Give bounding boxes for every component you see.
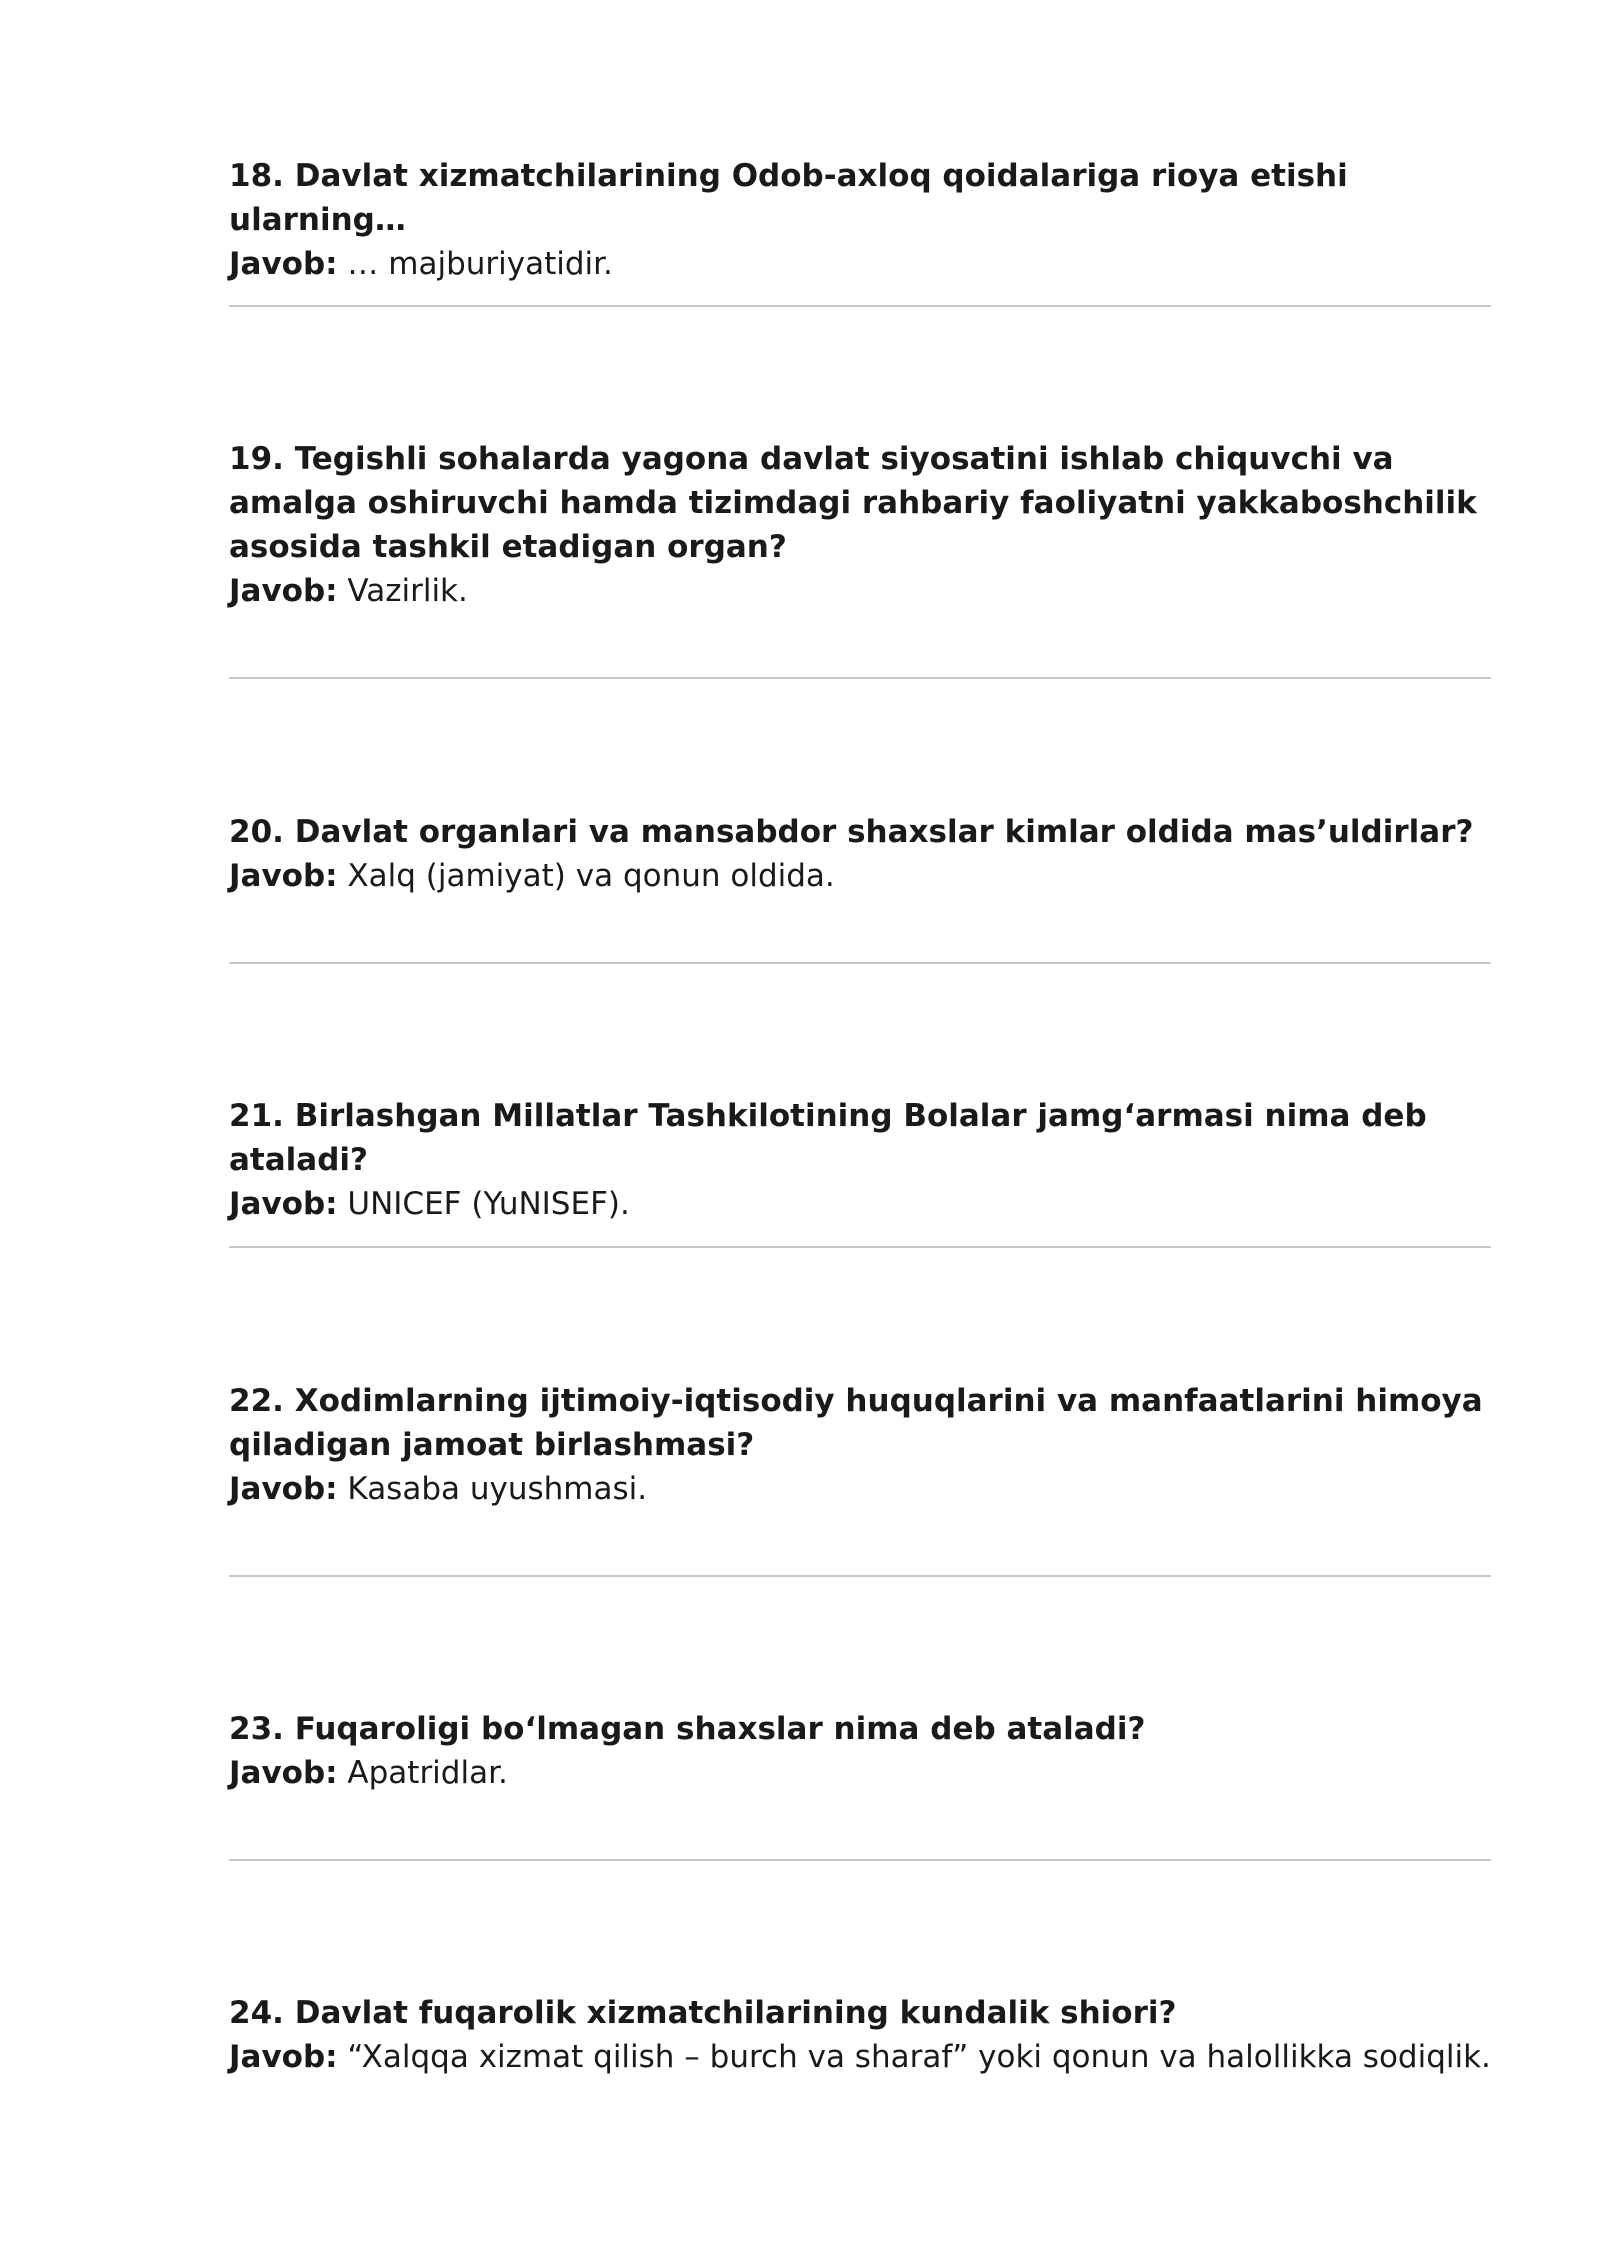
- divider: [229, 1246, 1491, 1248]
- answer-line: [229, 1751, 1491, 1795]
- question-text: 23. Fuqaroligi bo‘lmagan shaxslar nima deb ataladi?: [229, 1711, 1146, 1747]
- question-text: 22. Xodimlarning ijtimoiy-iqtisodiy huquqlarini va manfaatlarini himoya qiladigan jamoat birlashmasi?: [229, 1383, 1483, 1463]
- qa-item-18: [229, 154, 1491, 286]
- answer-line: [229, 854, 1491, 898]
- answer-label: Javob:: [229, 246, 338, 282]
- qa-item-21: [229, 1094, 1491, 1226]
- qa-item-23: [229, 1707, 1491, 1795]
- answer-label: Javob:: [229, 2039, 338, 2075]
- answer-text: Xalq (jamiyat) va qonun oldida.: [347, 858, 835, 894]
- answer-line: [229, 2035, 1491, 2079]
- answer-text: Kasaba uyushmasi.: [347, 1471, 648, 1507]
- answer-label: Javob:: [229, 858, 338, 894]
- answer-text: UNICEF (YuNISEF).: [347, 1186, 630, 1222]
- answer-label: Javob:: [229, 573, 338, 609]
- divider: [229, 677, 1491, 679]
- answer-label: Javob:: [229, 1755, 338, 1791]
- question-text: 18. Davlat xizmatchilarining Odob-axloq qoidalariga rioya etishi ularning…: [229, 158, 1348, 238]
- question-text: 19. Tegishli sohalarda yagona davlat siyosatini ishlab chiquvchi va amalga oshiruvchi hamda tizimdagi rahbariy faoliyatni yakkaboshchilik asosida tashkil etadigan organ?: [229, 441, 1477, 565]
- answer-text: Apatridlar.: [347, 1755, 508, 1791]
- question-text: 20. Davlat organlari va mansabdor shaxslar kimlar oldida mas’uldirlar?: [229, 814, 1474, 850]
- divider: [229, 1859, 1491, 1861]
- divider: [229, 1575, 1491, 1577]
- qa-item-24: [229, 1991, 1491, 2079]
- answer-line: [229, 569, 1491, 613]
- question-text: 24. Davlat fuqarolik xizmatchilarining kundalik shiori?: [229, 1995, 1177, 2031]
- answer-text: … majburiyatidir.: [347, 246, 613, 282]
- question-text: 21. Birlashgan Millatlar Tashkilotining Bolalar jamg‘armasi nima deb ataladi?: [229, 1098, 1427, 1178]
- answer-line: [229, 1182, 1491, 1226]
- answer-line: [229, 1467, 1491, 1511]
- divider: [229, 962, 1491, 964]
- qa-item-22: [229, 1379, 1491, 1511]
- answer-line: [229, 242, 1491, 286]
- answer-label: Javob:: [229, 1471, 338, 1507]
- answer-text: “Xalqqa xizmat qilish – burch va sharaf” yoki qonun va halollikka sodiqlik.: [347, 2039, 1491, 2075]
- qa-item-19: [229, 437, 1491, 613]
- divider: [229, 305, 1491, 307]
- qa-item-20: [229, 810, 1491, 898]
- answer-text: Vazirlik.: [347, 573, 468, 609]
- answer-label: Javob:: [229, 1186, 338, 1222]
